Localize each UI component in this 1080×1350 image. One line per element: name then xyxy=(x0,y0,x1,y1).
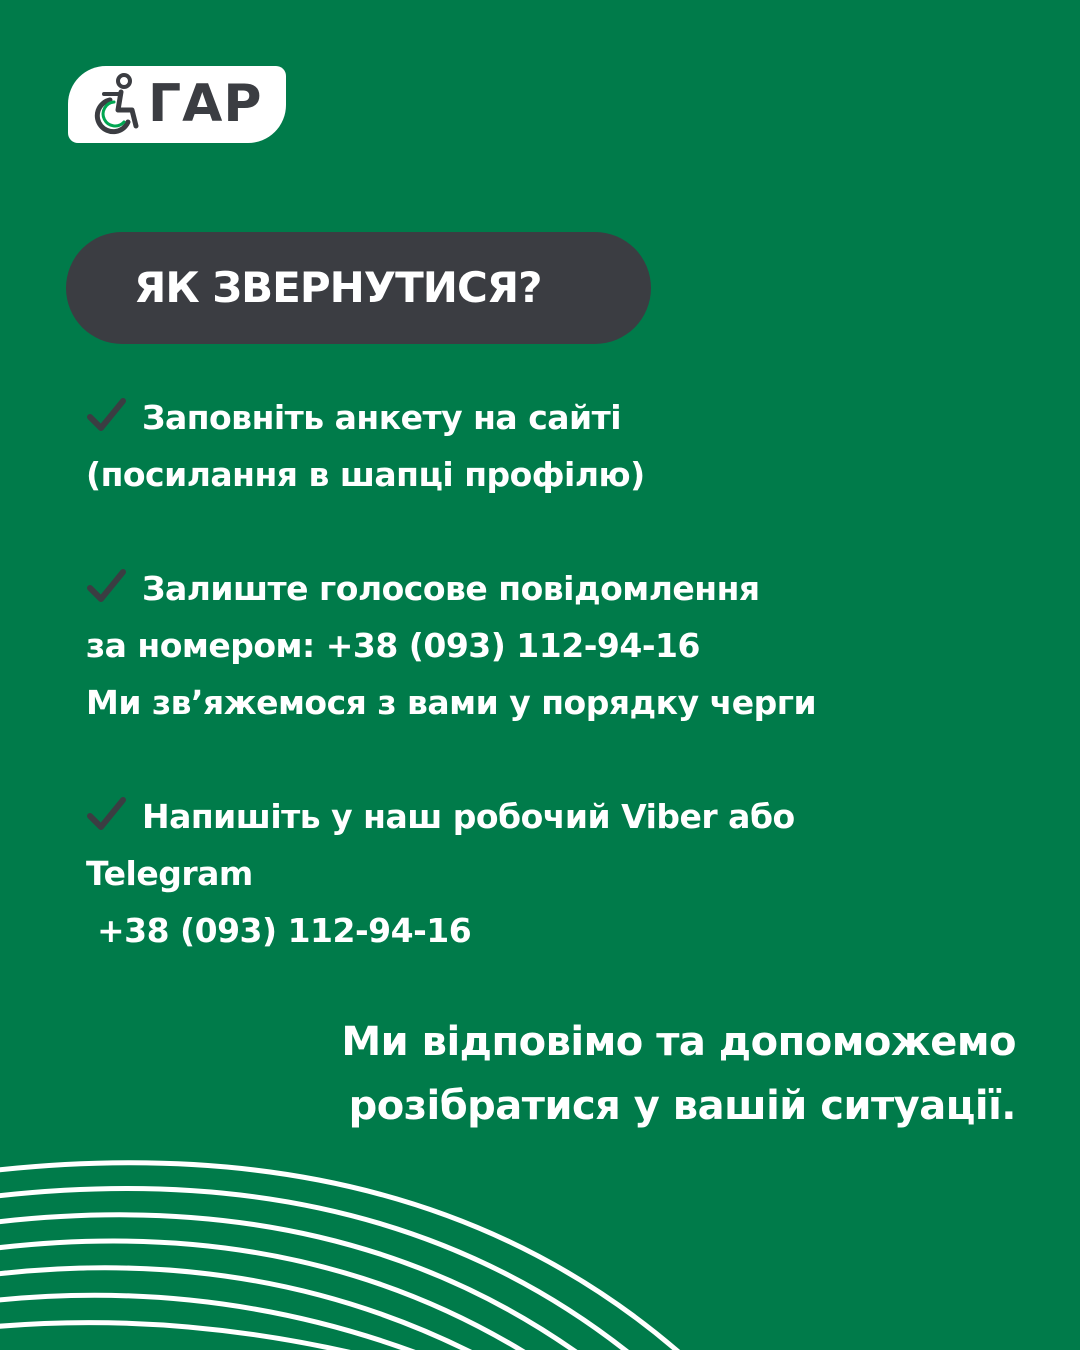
decorative-arcs xyxy=(0,1140,1080,1350)
phone-line: +38 (093) 112-94-16 xyxy=(86,911,472,950)
step-text: Заповніть анкету на сайті xyxy=(142,398,622,437)
step-line xyxy=(86,788,1036,845)
wheelchair-user-icon xyxy=(88,72,144,138)
phone-line: за номером: +38 (093) 112-94-16 xyxy=(86,626,700,665)
step-line xyxy=(86,389,1036,446)
logo-text: ГАР xyxy=(148,74,263,134)
step-line: Telegram xyxy=(86,854,253,893)
step-text: Залиште голосове повідомлення xyxy=(142,569,760,608)
page-title: ЯК ЗВЕРНУТИСЯ? xyxy=(134,263,542,312)
brand-logo xyxy=(68,66,286,143)
closing-message xyxy=(256,1010,1016,1138)
checkmark-icon xyxy=(86,566,126,606)
step-line xyxy=(86,560,1036,617)
step-text: Напишіть у наш робочий Viber або xyxy=(142,797,795,836)
closing-line: Ми відповімо та допоможемо xyxy=(341,1019,1016,1065)
step-fill-form xyxy=(86,389,1036,503)
step-line: Ми зв’яжемося з вами у порядку черги xyxy=(86,683,817,722)
arc-group xyxy=(0,1163,690,1350)
closing-line: розібратися у вашій ситуації. xyxy=(348,1083,1016,1129)
step-messenger xyxy=(86,788,1036,959)
checkmark-icon xyxy=(86,794,126,834)
heading-pill xyxy=(66,232,651,344)
step-line: (посилання в шапці профілю) xyxy=(86,455,645,494)
step-voice-message xyxy=(86,560,1036,731)
checkmark-icon xyxy=(86,395,126,435)
